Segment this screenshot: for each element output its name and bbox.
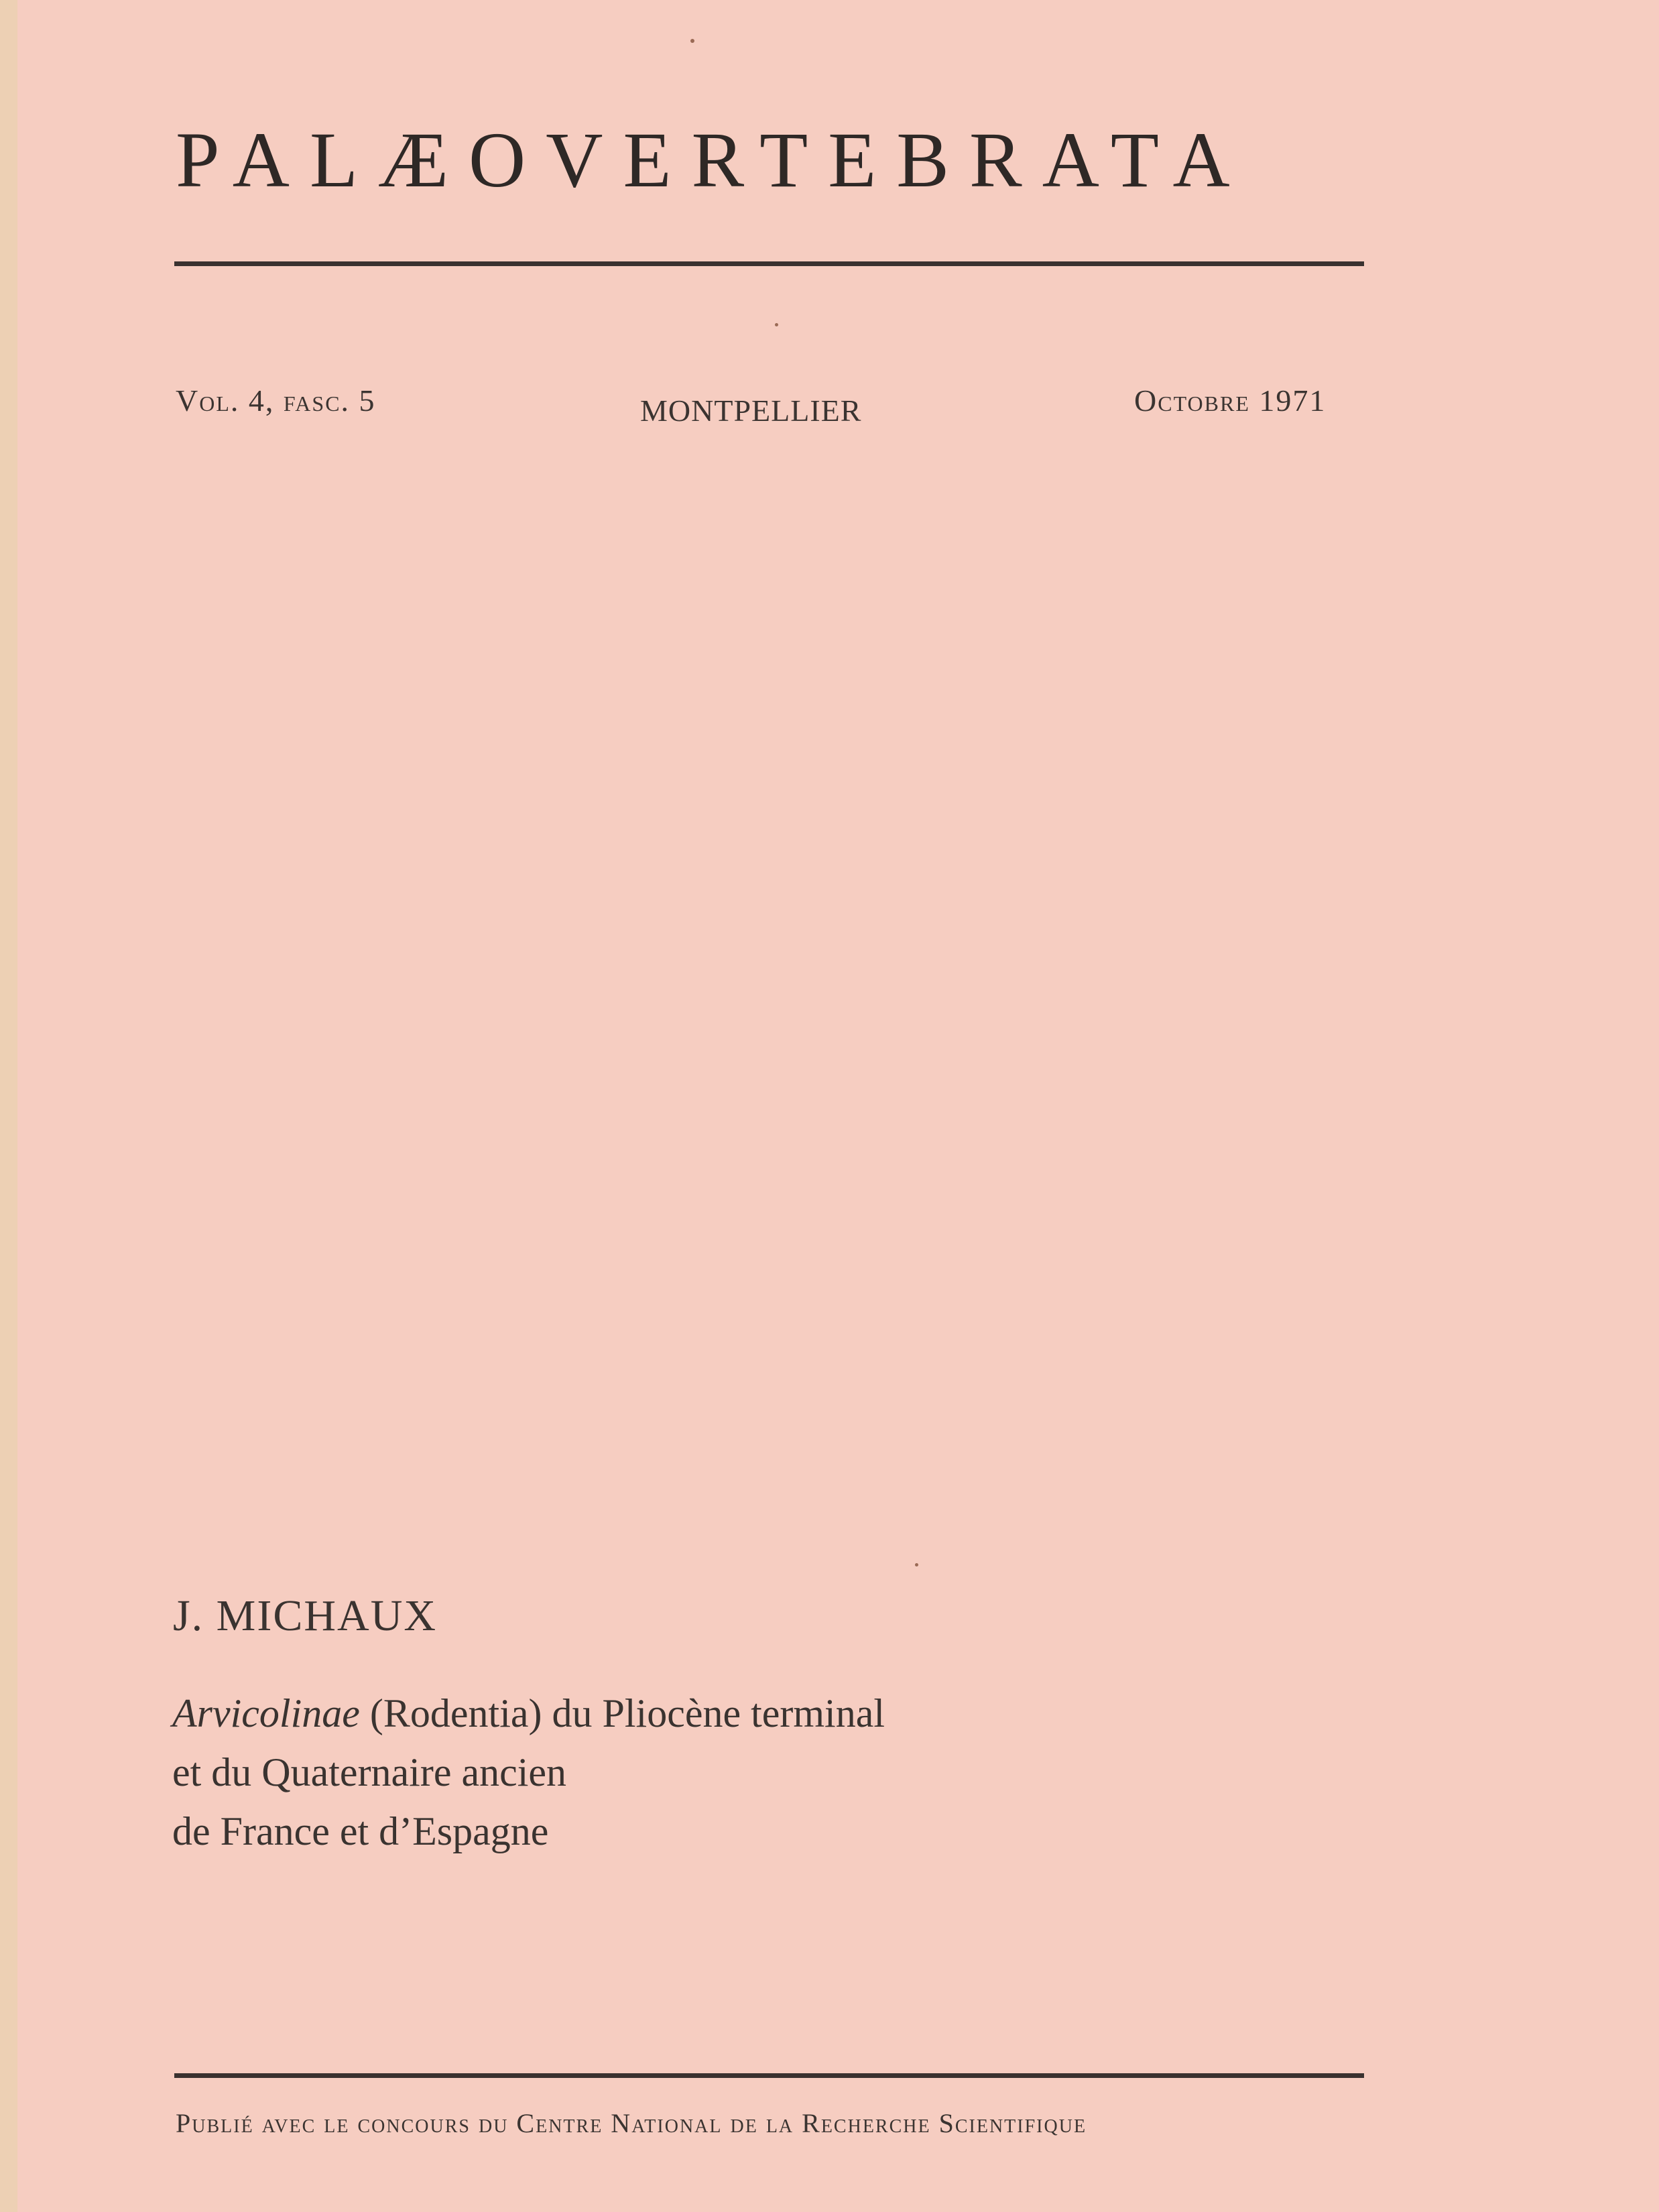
city-label: MONTPELLIER bbox=[640, 393, 862, 428]
paper-edge bbox=[0, 0, 17, 2212]
paper-speck bbox=[690, 39, 694, 43]
taxon-name: Arvicolinae bbox=[172, 1691, 360, 1735]
article-title-line-3: de France et d’Espagne bbox=[172, 1809, 549, 1853]
article-title-line-1 bbox=[172, 1684, 885, 1743]
author-name: J. MICHAUX bbox=[173, 1591, 438, 1640]
article-title-line-1-rest: (Rodentia) du Pliocène terminal bbox=[359, 1691, 885, 1735]
paper-speck bbox=[915, 1563, 918, 1566]
bottom-rule bbox=[174, 2073, 1364, 2078]
article-title-line-2: et du Quaternaire ancien bbox=[172, 1750, 567, 1794]
date-label: Octobre 1971 bbox=[1134, 383, 1327, 418]
publisher-footer: Publié avec le concours du Centre National de la Recherche Scientifique bbox=[176, 2108, 1087, 2138]
paper-speck bbox=[775, 323, 778, 326]
journal-title: PALÆOVERTEBRATA bbox=[176, 116, 1250, 204]
article-title bbox=[172, 1684, 885, 1861]
volume-label: Vol. 4, fasc. 5 bbox=[176, 383, 376, 418]
top-rule bbox=[174, 261, 1364, 266]
